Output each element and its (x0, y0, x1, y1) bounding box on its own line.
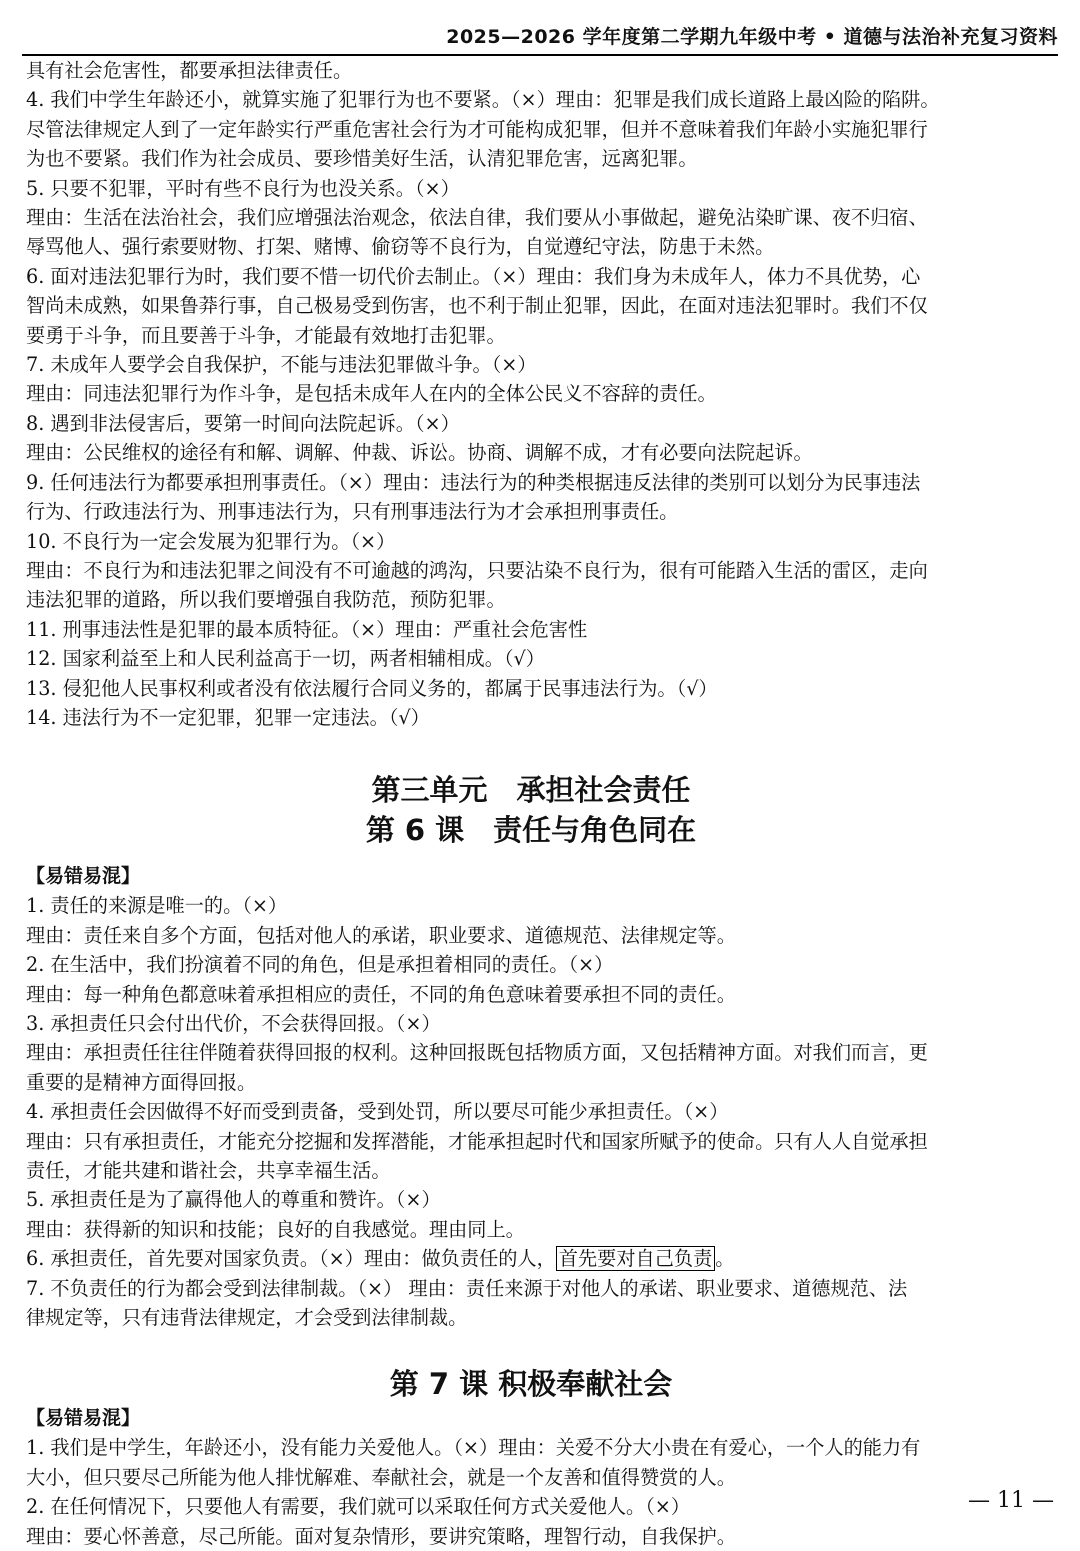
text-line: 9. 任何违法行为都要承担刑事责任。（×）理由：违法行为的种类根据违反法律的类别可以划分为民事违法 (26, 470, 921, 494)
text-line: 辱骂他人、强行索要财物、打架、赌博、偷窃等不良行为，自觉遵纪守法，防患于未然。 (26, 235, 775, 259)
text-line: 重要的是精神方面得回报。 (26, 1070, 257, 1094)
section-label: 【易错易混】 (26, 1407, 141, 1430)
text-line: 具有社会危害性，都要承担法律责任。 (26, 59, 353, 82)
text-line: 理由：同违法犯罪行为作斗争，是包括未成年人在内的全体公民义不容辞的责任。 (26, 382, 717, 406)
item-6-prefix: 6. 承担责任，首先要对国家负责。（×）理由：做负责任的人， (26, 1247, 556, 1271)
text-line: 5. 只要不犯罪，平时有些不良行为也没关系。（×） (26, 176, 460, 200)
text-line: 5. 承担责任是为了赢得他人的尊重和赞许。（×） (26, 1188, 441, 1212)
text-line: 12. 国家利益至上和人民利益高于一切，两者相辅相成。（√） (26, 647, 545, 671)
text-line: 2. 在生活中，我们扮演着不同的角色，但是承担着相同的责任。（×） (26, 953, 614, 977)
text-line: 10. 不良行为一定会发展为犯罪行为。（×） (26, 529, 396, 553)
text-line: 理由：承担责任往往伴随着获得回报的权利。这种回报既包括物质方面，又包括精神方面。对我们而言，更 (26, 1041, 928, 1065)
text-line: 大小，但只要尽己所能为他人排忧解难、奉献社会，就是一个友善和值得赞赏的人。 (26, 1465, 736, 1489)
page-header (22, 22, 1058, 56)
text-line: 11. 刑事违法性是犯罪的最本质特征。（×）理由：严重社会危害性 (26, 617, 588, 641)
lesson-7-title: 第 7 课 积极奉献社会 (389, 1367, 673, 1402)
text-line: 尽管法律规定人到了一定年龄实行严重危害社会行为才可能构成犯罪，但并不意味着我们年龄小实施犯罪行 (26, 117, 928, 141)
text-line: 1. 责任的来源是唯一的。（×） (26, 894, 288, 918)
text-line: 理由：不良行为和违法犯罪之间没有不可逾越的鸿沟，只要沾染不良行为，很有可能踏入生活的雷区，走向 (26, 558, 928, 582)
text-line: 理由：要心怀善意，尽己所能。面对复杂情形，要讲究策略，理智行动，自我保护。 (26, 1524, 736, 1548)
lesson-7-section (26, 1404, 1056, 1551)
text-line: 智尚未成熟，如果鲁莽行事，自己极易受到伤害，也不利于制止犯罪，因此，在面对违法犯罪时。我们不仅 (26, 294, 928, 318)
text-line: 2. 在任何情况下，只要他人有需要，我们就可以采取任何方式关爱他人。（×） (26, 1495, 691, 1519)
section-label: 【易错易混】 (26, 865, 141, 888)
text-line: 行为、行政违法行为、刑事违法行为，只有刑事违法行为才会承担刑事责任。 (26, 500, 679, 524)
text-line: 理由：只有承担责任，才能充分挖掘和发挥潜能，才能承担起时代和国家所赋予的使命。只有人人自觉承担 (26, 1129, 928, 1153)
page-number: — 11 — (968, 1488, 1054, 1513)
text-line: 14. 违法行为不一定犯罪，犯罪一定违法。（√） (26, 705, 430, 729)
header-title: 2025—2026 学年度第二学期九年级中考 • 道德与法治补充复习资料 (446, 26, 1058, 48)
page-content (26, 56, 1056, 1551)
text-line: 1. 我们是中学生，年龄还小，没有能力关爱他人。（×）理由：关爱不分大小贵在有爱心，一个人的能力有 (26, 1436, 921, 1460)
text-line: 责任，才能共建和谐社会，共享幸福生活。 (26, 1159, 391, 1182)
text-line: 3. 承担责任只会付出代价，不会获得回报。（×） (26, 1011, 441, 1035)
text-line: 为也不要紧。我们作为社会成员、要珍惜美好生活，认清犯罪危害，远离犯罪。 (26, 147, 698, 171)
text-line: 理由：生活在法治社会，我们应增强法治观念，依法自律，我们要从小事做起，避免沾染旷课、夜不归宿、 (26, 206, 928, 230)
lesson-6-section (26, 862, 1056, 1332)
text-line: 理由：获得新的知识和技能；良好的自我感觉。理由同上。 (26, 1217, 525, 1241)
unit-title: 第三单元 承担社会责任 (371, 773, 691, 808)
text-line: 理由：责任来自多个方面，包括对他人的承诺，职业要求、道德规范、法律规定等。 (26, 923, 736, 947)
top-section (26, 56, 1056, 732)
text-line: 律规定等，只有违背法律规定，才会受到法律制裁。 (26, 1306, 468, 1330)
text-line: 理由：每一种角色都意味着承担相应的责任，不同的角色意味着要承担不同的责任。 (26, 982, 736, 1006)
text-line: 13. 侵犯他人民事权利或者没有依法履行合同义务的，都属于民事违法行为。（√） (26, 676, 718, 700)
boxed-answer: 首先要对自己负责 (556, 1246, 716, 1271)
text-line: 7. 不负责任的行为都会受到法律制裁。（×） 理由：责任来源于对他人的承诺、职业要求、道德规范、法 (26, 1276, 908, 1300)
text-line: 6. 面对违法犯罪行为时，我们要不惜一切代价去制止。（×）理由：我们身为未成年人，体力不具优势，心 (26, 264, 921, 288)
text-line: 4. 我们中学生年龄还小，就算实施了犯罪行为也不要紧。（×）理由：犯罪是我们成长道路上最凶险的陷阱。 (26, 88, 940, 112)
lesson-6-title: 第 6 课 责任与角色同在 (365, 813, 697, 848)
text-line: 8. 遇到非法侵害后，要第一时间向法院起诉。（×） (26, 411, 460, 435)
text-line: 要勇于斗争，而且要善于斗争，才能最有效地打击犯罪。 (26, 323, 506, 347)
text-line: 4. 承担责任会因做得不好而受到责备，受到处罚，所以要尽可能少承担责任。（×） (26, 1100, 729, 1124)
text-line: 理由：公民维权的途径有和解、调解、仲裁、诉讼。协商、调解不成，才有必要向法院起诉。 (26, 441, 813, 465)
text-line: 违法犯罪的道路，所以我们要增强自我防范，预防犯罪。 (26, 588, 506, 612)
text-line: 7. 未成年人要学会自我保护，不能与违法犯罪做斗争。（×） (26, 353, 537, 377)
item-6-suffix: 。 (715, 1247, 735, 1271)
text-line-item-6 (26, 1244, 1056, 1273)
